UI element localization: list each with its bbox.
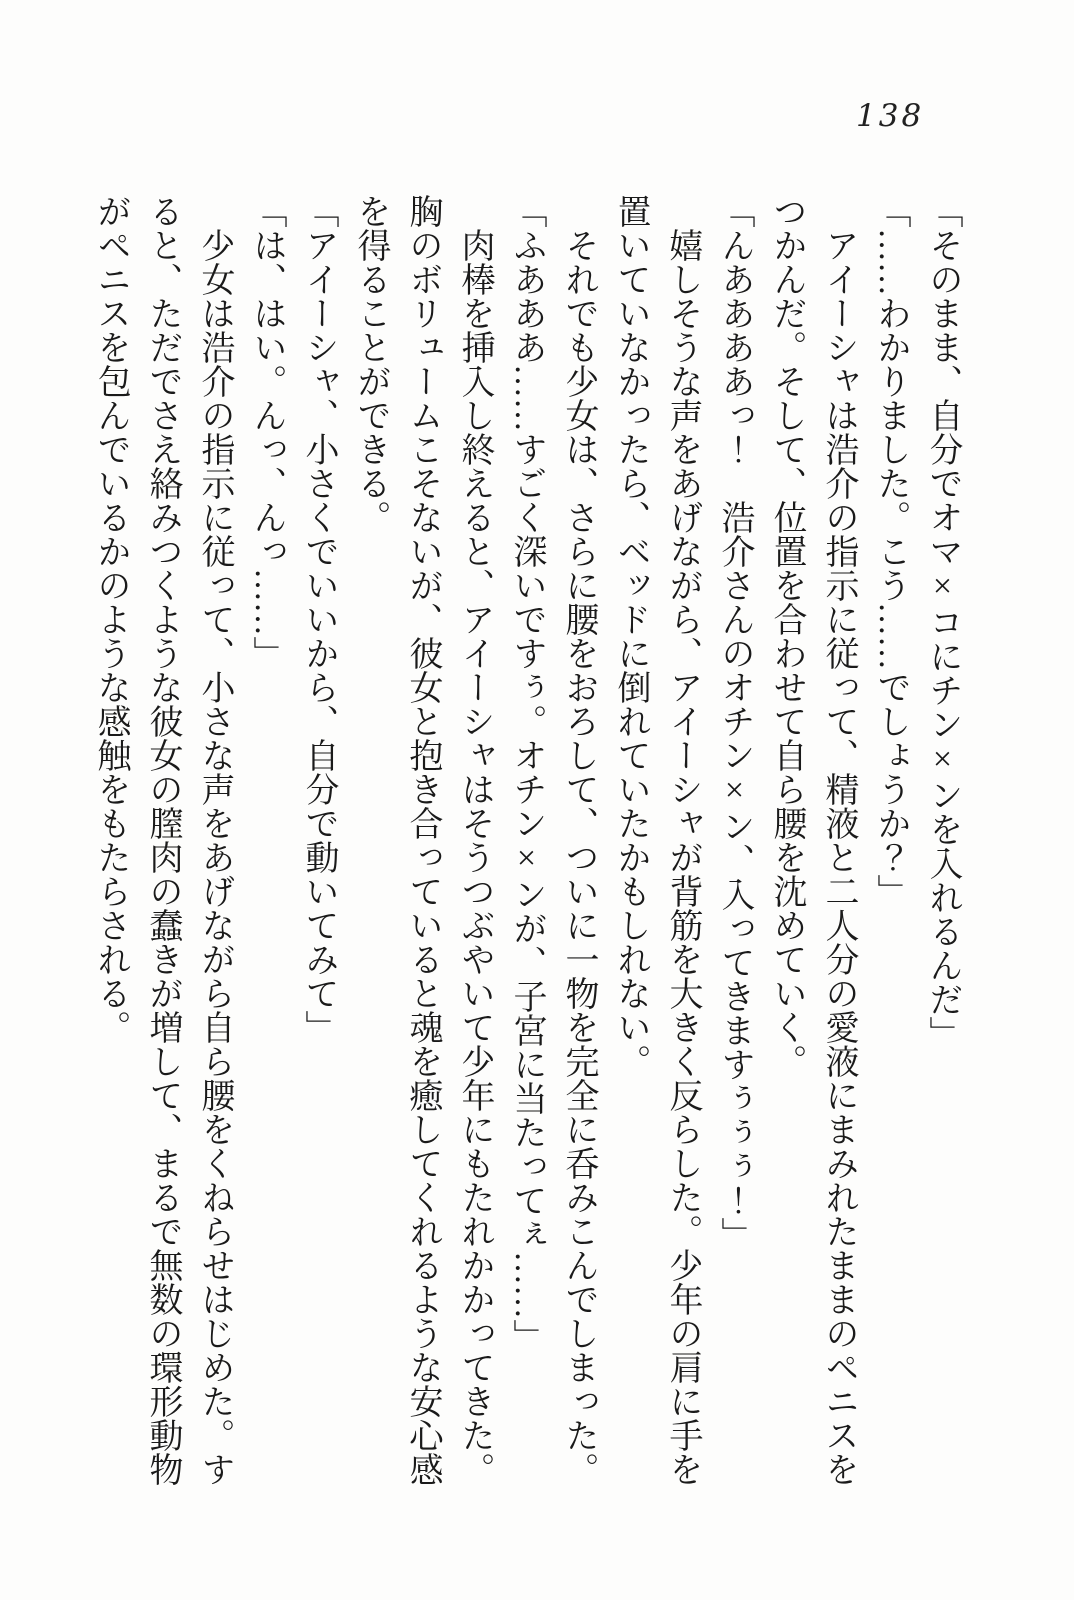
text-column: 「は、はい。んっ、んっ……」 — [248, 194, 285, 670]
text-column: アイーシャは浩介の指示に従って、精液と二人分の愛液にまみれたままのペニスを — [820, 194, 857, 1486]
text-column: 肉棒を挿入し終えると、アイーシャはそうつぶやいて少年にもたれかかってきた。 — [456, 194, 493, 1486]
text-column: 少女は浩介の指示に従って、小さな声をあげながら自ら腰をくねらせはじめた。す — [196, 194, 233, 1486]
page-number: 138 — [856, 98, 925, 134]
text-column: がペニスを包んでいるかのような感触をもたらされる。 — [92, 194, 129, 1044]
text-column: を得ることができる。 — [352, 194, 389, 534]
text-column: 「……わかりました。こう……でしょうか？」 — [872, 194, 909, 908]
text-column: 「んああああっ！ 浩介さんのオチン×ン、入ってきますぅぅぅ！」 — [716, 194, 753, 1251]
text-column: 「アイーシャ、小さくでいいから、自分で動いてみて」 — [300, 194, 337, 1044]
text-column: 「そのまま、自分でオマ×コにチン×ンを入れるんだ」 — [924, 194, 961, 1050]
text-column: 胸のボリュームこそないが、彼女と抱き合っていると魂を癒してくれるような安心感 — [404, 194, 441, 1486]
text-column: ると、ただでさえ絡みつくような彼女の膣肉の蠢きが増して、まるで無数の環形動物 — [144, 194, 181, 1486]
text-column: 嬉しそうな声をあげながら、アイーシャが背筋を大きく反らした。少年の肩に手を — [664, 194, 701, 1486]
text-block — [84, 194, 968, 1488]
text-column: 「ふあああ……すごく深いですぅ。オチン×ンが、子宮に当たってぇ……」 — [508, 194, 545, 1353]
text-column: 置いていなかったら、ベッドに倒れていたかもしれない。 — [612, 194, 649, 1078]
text-column: つかんだ。そして、位置を合わせて自ら腰を沈めていく。 — [768, 194, 805, 1078]
text-column: それでも少女は、さらに腰をおろして、ついに一物を完全に呑みこんでしまった。 — [560, 194, 597, 1486]
